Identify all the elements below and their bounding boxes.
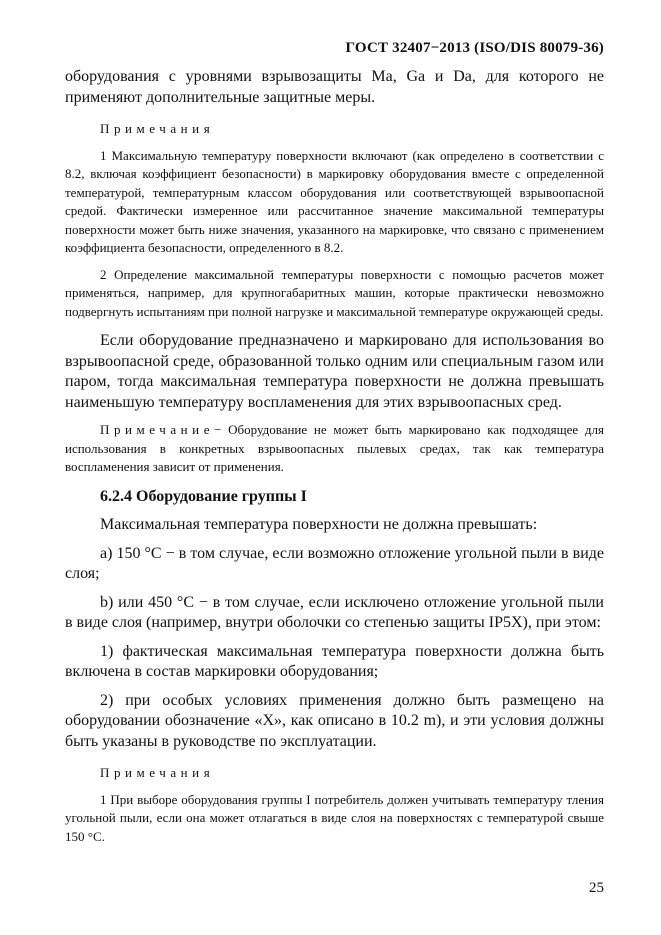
page-content [65,40,604,846]
note-single [65,421,604,477]
note-2: 2 Определение максимальной температуры поверхности с помощью расчетов может применяться, например, для крупногабаритных машин, которые практически невозможно подвергнуть испытаниям при полной нагрузке и максимальной температуре окружающей среды. [65,266,604,319]
page-number: 25 [589,880,604,896]
paragraph-intro-continuation: оборудования с уровнями взрывозащиты Ma, Ga и Da, для которого не применяют дополнительные защитные меры. [65,68,604,106]
list-item-a: a) 150 °C − в том случае, если возможно отложение угольной пыли в виде слоя; [65,544,604,582]
list-item-b: b) или 450 °C − в том случае, если исключено отложение угольной пыли в виде слоя (например, внутри оболочки со степенью защиты IP5X), при этом: [65,593,604,631]
list-sub-item-1: 1) фактическая максимальная температура поверхности должна быть включена в состав маркировки оборудования; [65,642,604,680]
notes-label-second: Примечания [100,765,215,780]
standard-reference-header: ГОСТ 32407−2013 (ISO/DIS 80079-36) [345,40,604,56]
notes-label-first: Примечания [100,121,215,136]
paragraph-max-temperature: Максимальная температура поверхности не должна превышать: [100,516,538,533]
section-heading-6-2-4: 6.2.4 Оборудование группы I [100,487,307,505]
note-single-label: Примечание [100,422,215,437]
list-sub-item-2: 2) при особых условиях применения должно быть размещено на оборудовании обозначение «Х», как описано в 10.2 m), и эти условия должны быть указаны в руководстве по эксплуатации. [65,691,604,750]
paragraph-gas-vapour: Если оборудование предназначено и маркировано для использования во взрывоопасной среде, образованной только одним или специальным газом или паром, тогда максимальная температура поверхности не должна превышать наименьшую температуру воспламенения для этих взрывоопасных сред. [65,332,604,411]
note-1: 1 Максимальную температуру поверхности включают (как определено в соответствии с 8.2, включая коэффициент безопасности) в маркировку оборудования вместе с определенной температурой, температурным классом оборудования или соответствующей взрывоопасной средой. Фактически измеренное или рассчитанное значение максимальной температуры поверхности может быть ниже значения, указанного на маркировке, что связано с применением коэффициента безопасности, определенного в 8.2. [65,147,604,255]
note-single-text: − Оборудование не может быть маркировано как подходящее для использования в конкретных взрывоопасных пылевых средах, так как температура воспламенения зависит от применения. [65,422,604,474]
note-group-i: 1 При выборе оборудования группы I потребитель должен учитывать температуру тления угольной пыли, если она может отлагаться в виде слоя на поверхностях с температурой свыше 150 °C. [65,791,604,844]
